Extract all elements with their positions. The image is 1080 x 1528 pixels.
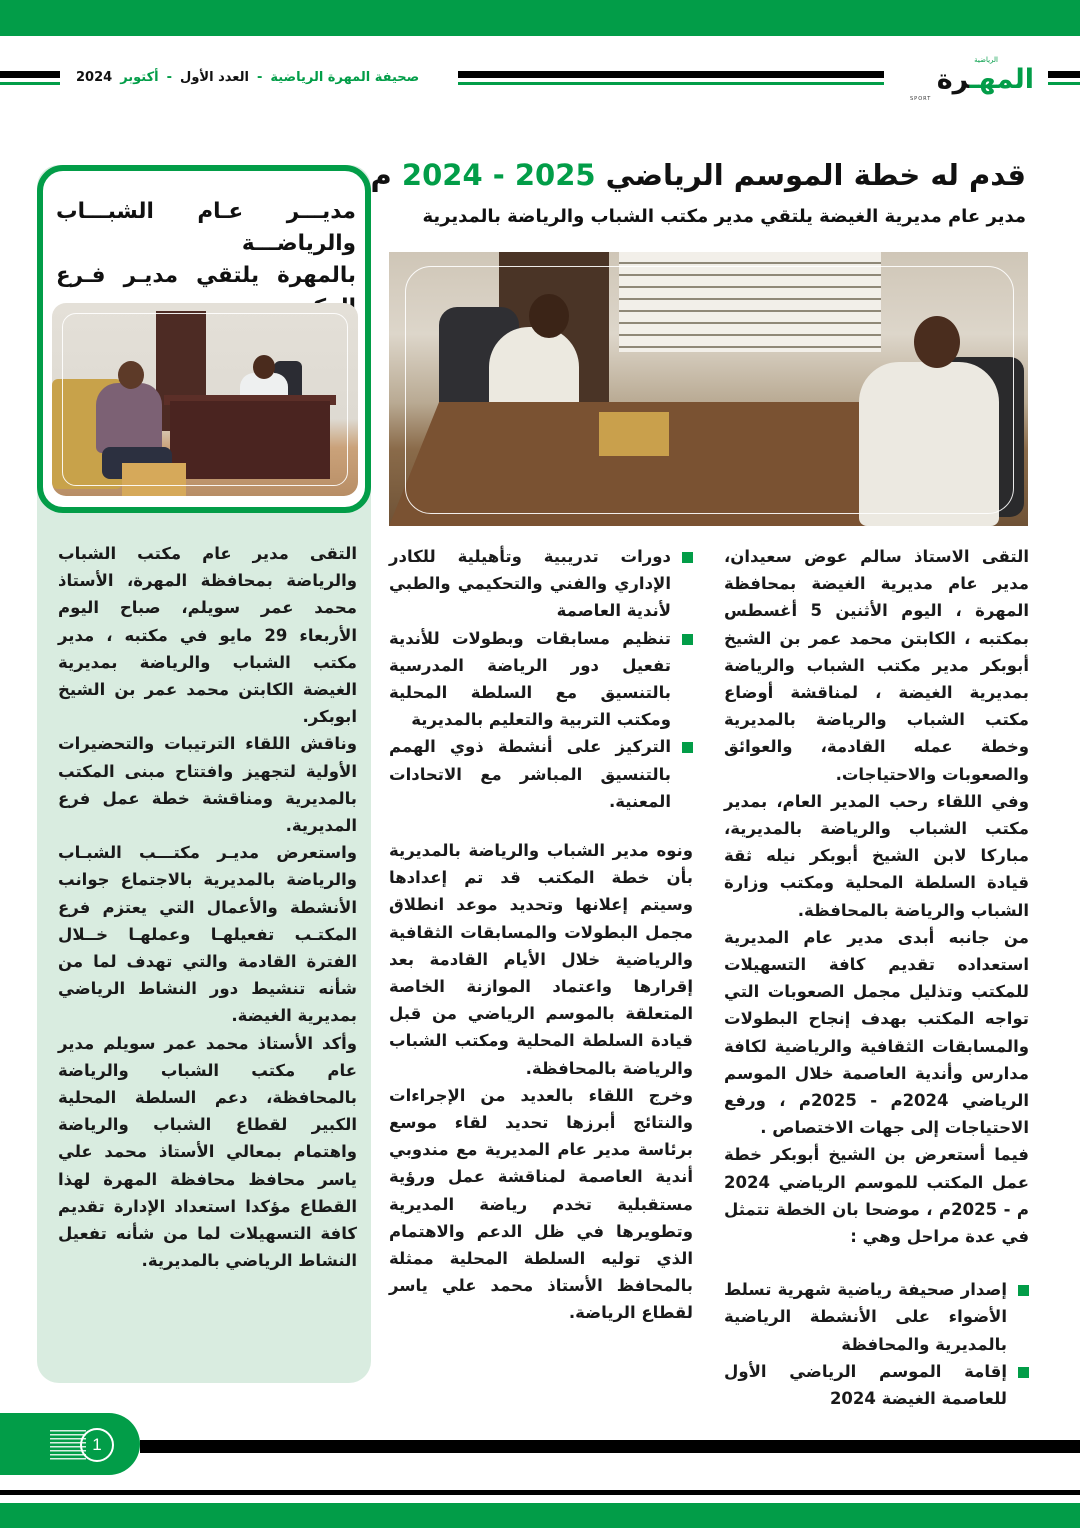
sidebar-photo <box>52 303 358 496</box>
issue-label: العدد الأول <box>180 70 249 85</box>
plan-list-continued <box>389 543 671 815</box>
issue-year: 2024 <box>76 70 113 85</box>
page-number: 1 <box>80 1428 114 1462</box>
paragraph: التقى مدير عام مكتب الشباب والرياضة بمحافظة المهرة، الأستاذ محمد عمر سويلم، صباح اليوم الأربعاء 29 مايو في مكتبه ، مدير مكتب الشباب والرياضة بمديرية الغيضة الكابتن محمد عمر بن الشيخ ابوبكر. <box>58 544 357 727</box>
green-square-bullet-icon <box>682 552 693 563</box>
photo-frame-line <box>405 266 1014 514</box>
logo-wordmark <box>937 62 1034 98</box>
logo-black-part: رة <box>936 64 970 95</box>
plan-list-item <box>389 733 671 815</box>
bullet-text: التركيز على أنشطة ذوي الهمم بالتنسيق المباشر مع الاتحادات المعنية. <box>389 737 671 811</box>
logo-green-part: المهـ <box>969 64 1034 95</box>
paragraph: التقى الاستاذ سالم عوض سعيدان، مدير عام مديرية الغيضة بمحافظة المهرة ، اليوم الأثنين 5 أغسطس بمكتبه ، الكابتن محمد عمر بن الشيخ أبوبكر مدير مكتب الشباب والرياضة بمديرية الغيضة ، لمناقشة أوضاع مكتب الشباب والرياضة بالمديرية وخطة عمله القادمة، والعوائق والصعوبات والاحتياجات. <box>724 547 1029 784</box>
paper-name: صحيفة المهرة الرياضية <box>270 70 420 85</box>
green-square-bullet-icon <box>682 634 693 645</box>
plan-list-item <box>389 625 671 734</box>
headline-prefix: قدم له خطة الموسم الرياضي <box>605 158 1026 192</box>
green-square-bullet-icon <box>682 742 693 753</box>
bullet-text: إصدار صحيفة رياضية شهرية تسلط الأضواء على الأنشطة الرياضية بالمديرية والمحافظة <box>724 1280 1007 1354</box>
article-headline <box>371 158 1026 192</box>
mahra-sport-logo <box>908 56 1034 102</box>
rule-right <box>1048 71 1080 78</box>
paragraph: وناقش اللقاء الترتيبات والتحضيرات الأولية لتجهيز وافتتاح مبنى المكتب بالمديرية ومناقشة خطة عمل فرع المديرية. <box>58 734 357 836</box>
main-article-photo <box>389 252 1028 526</box>
sidebar-title-line: مديـــر عـام الشبـــاب والرياضـــة <box>56 199 356 256</box>
rule-left <box>0 71 60 78</box>
headline-suffix: م <box>370 158 392 192</box>
footer-rule <box>140 1440 1080 1453</box>
paragraph: واستعرض مديـر مكتـــب الشبـاب والرياضة بالمديرية بالاجتماع جوانب الأنشطة والأعمال التي يعتزم فرع المكتـب تفعيلهـا وعملهـا خــلال الفترة القادمة والتي تهدف لما من شأنه تنشيط دور النشاط الرياضي بمديرية الغيضة. <box>58 843 357 1026</box>
bottom-green-band <box>0 1503 1080 1528</box>
photo-frame-line <box>62 313 348 486</box>
article-column-right <box>724 543 1029 1412</box>
rule-middle <box>458 71 884 78</box>
masthead-text <box>76 70 419 85</box>
article-column-middle <box>389 543 693 1327</box>
plan-list <box>724 1276 1007 1412</box>
article-subheadline: مدير عام مديرية الغيضة يلتقي مدير مكتب الشباب والرياضة بالمديرية <box>422 206 1026 227</box>
footer-rule-thin <box>0 1490 1080 1495</box>
bullet-text: دورات تدريبية وتأهيلية للكادر الإداري والفني والتحكيمي والطبي لأندية العاصمة <box>389 547 671 621</box>
green-square-bullet-icon <box>1018 1285 1029 1296</box>
plan-list-item <box>724 1276 1007 1358</box>
separator: - <box>256 70 263 85</box>
bullet-text: تنظيم مسابقات وبطولات للأندية تفعيل دور الرياضة المدرسية بالتنسيق مع السلطة المحلية ومكتب التربية والتعليم بالمديرية <box>389 628 671 730</box>
logo-sport-label: SPORT <box>910 96 932 102</box>
paragraph: ونوه مدير الشباب والرياضة بالمديرية بأن خطة المكتب قد تم إعدادها وسيتم إعلانها وتحديد موعد انطلاق مجمل البطولات والمسابقات الثقافية والرياضية خلال الأيام القادمة بعد إقرارها واعتماد الموازنة الخاصة المتعلقة بالموسم الرياضي من قبل قيادة السلطة المحلية ومكتب الشباب والرياضة بالمحافظة. <box>389 841 693 1078</box>
separator: - <box>166 70 173 85</box>
plan-list-item <box>724 1358 1007 1412</box>
paragraph: وفي اللقاء رحب المدير العام، بمدير مكتب الشباب والرياضة بالمديرية، مباركا لابن الشيخ أبوبكر نيله ثقة قيادة السلطة المحلية ومكتب وزارة الشباب والرياضة بالمحافظة. <box>724 791 1029 920</box>
top-green-band <box>0 0 1080 36</box>
sidebar-title-line: بالمهرة يلتقي مديـر فـرع <box>56 263 356 288</box>
green-square-bullet-icon <box>1018 1367 1029 1378</box>
issue-month: أكتوبر <box>120 70 159 85</box>
logo-small-label: الرياضية <box>974 56 998 64</box>
bullet-text: إقامة الموسم الرياضي الأول للعاصمة الغيضة 2024 <box>724 1361 1007 1409</box>
paragraph: من جانبه أبدى مدير عام المديرية استعداده تقديم كافة التسهيلات للمكتب وتذليل مجمل الصعوبات التي تواجه المكتب بهدف إنجاح البطولات والمسابقات الثقافية والرياضية لكافة مدارس وأندية العاصمة خلال الموسم الرياضي 2024م - 2025م ، ورفع الاحتياجات إلى جهات الاختصاص . <box>724 927 1030 1138</box>
paragraph: فيما أستعرض بن الشيخ أبوبكر خطة عمل المكتب للموسم الرياضي 2024 م - 2025م ، موضحا بان الخطة تتمثل في عدة مراحل وهي : <box>724 1145 1029 1247</box>
sidebar-body <box>58 540 357 1274</box>
headline-years: 2024 - 2025 <box>401 158 596 192</box>
paragraph: وأكد الأستاذ محمد عمر سويلم مدير عام مكتب الشباب والرياضة بالمحافظة، دعم السلطة المحلية الكبير لقطاع الشباب والرياضة واهتمام بمعالي الأستاذ محمد علي ياسر محافظ محافظة المهرة لهذا القطاع مؤكدا استعداد الإدارة تقديم كافة التسهيلات لما من شأنه تفعيل النشاط الرياضي بالمديرية. <box>58 1033 357 1271</box>
plan-list-item <box>389 543 671 625</box>
paragraph: وخرج اللقاء بالعديد من الإجراءات والنتائج أبرزها تحديد لقاء موسع برئاسة مدير عام المديرية مع مندوبي أندية العاصمة لمناقشة عمل ورؤية مستقبلية تخدم رياضة المديرية وتطويرها في ظل الدعم والاهتمام الذي توليه السلطة المحلية ممثلة بالمحافظ الأستاذ محمد علي ياسر لقطاع الرياضة. <box>389 1085 693 1323</box>
